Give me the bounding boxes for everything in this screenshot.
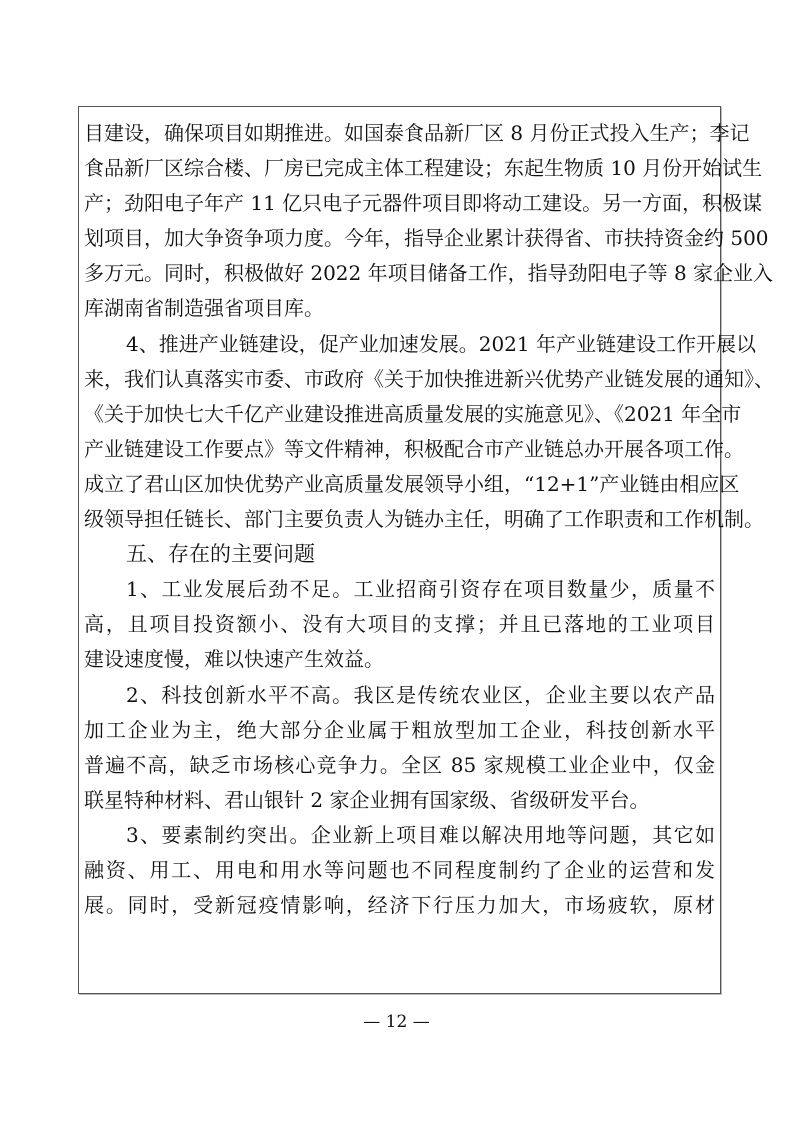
text-line: 4、推进产业链建设，促产业加速发展。2021 年产业链建设工作开展以 <box>126 331 756 356</box>
text-line: 《关于加快七大千亿产业建设推进高质量发展的实施意见》、《2021 年全市 <box>84 401 742 426</box>
text-line: 3、要素制约突出。企业新上项目难以解决用地等问题，其它如 <box>126 822 715 847</box>
paragraph <box>84 818 715 923</box>
text-line: 食品新厂区综合楼、厂房已完成主体工程建设；东起生物质 10 月份开始试生 <box>84 156 763 181</box>
section-heading: 五、存在的主要问题 <box>126 542 315 567</box>
paragraph <box>84 678 715 818</box>
page-number: — 12 — <box>363 1012 430 1032</box>
text-line: 级领导担任链长、部门主要负责人为链办主任，明确了工作职责和工作机制。 <box>84 507 764 532</box>
text-line: 产；劲阳电子年产 11 亿只电子元器件项目即将动工建设。另一方面，积极谋 <box>84 191 763 216</box>
text-line: 联星特种材料、君山银针 2 家企业拥有国家级、省级研发平台。 <box>84 787 650 812</box>
text-line: 库湖南省制造强省项目库。 <box>84 296 324 321</box>
paragraph <box>84 572 715 677</box>
text-line: 产业链建设工作要点》等文件精神，积极配合市产业链总办开展各项工作。 <box>84 436 744 461</box>
text-line: 展。同时，受新冠疫情影响，经济下行压力加大，市场疲软，原材 <box>84 893 715 918</box>
text-line: 划项目，加大争资争项力度。今年，指导企业累计获得省、市扶持资金约 500 <box>84 226 769 251</box>
text-line: 融资、用工、用电和用水等问题也不同程度制约了企业的运营和发 <box>84 857 715 882</box>
text-frame <box>78 106 774 994</box>
text-line: 2、科技创新水平不高。我区是传统农业区，企业主要以农产品 <box>126 682 715 707</box>
text-line: 目建设，确保项目如期推进。如国泰食品新厂区 8 月份正式投入生产；李记 <box>84 121 750 145</box>
text-line: 普遍不高，缺乏市场核心竞争力。全区 85 家规模工业企业中，仅金 <box>84 752 715 777</box>
text-line: 建设速度慢，难以快速产生效益。 <box>84 647 384 672</box>
text-line: 加工企业为主，绝大部分企业属于粗放型加工企业，科技创新水平 <box>84 717 715 742</box>
text-line: 高，且项目投资额小、没有大项目的支撑；并且已落地的工业项目 <box>84 612 715 637</box>
paragraph <box>84 116 774 327</box>
document-body <box>84 116 774 923</box>
text-line: 来，我们认真落实市委、市政府《关于加快推进新兴优势产业链发展的通知》、 <box>84 366 774 391</box>
text-line: 1、工业发展后劲不足。工业招商引资存在项目数量少，质量不 <box>126 577 715 602</box>
text-line: 成立了君山区加快优势产业高质量发展领导小组，“12+1”产业链由相应区 <box>84 471 740 496</box>
paragraph <box>84 327 774 538</box>
text-line: 多万元。同时，积极做好 2022 年项目储备工作，指导劲阳电子等 8 家企业入 <box>84 261 774 286</box>
